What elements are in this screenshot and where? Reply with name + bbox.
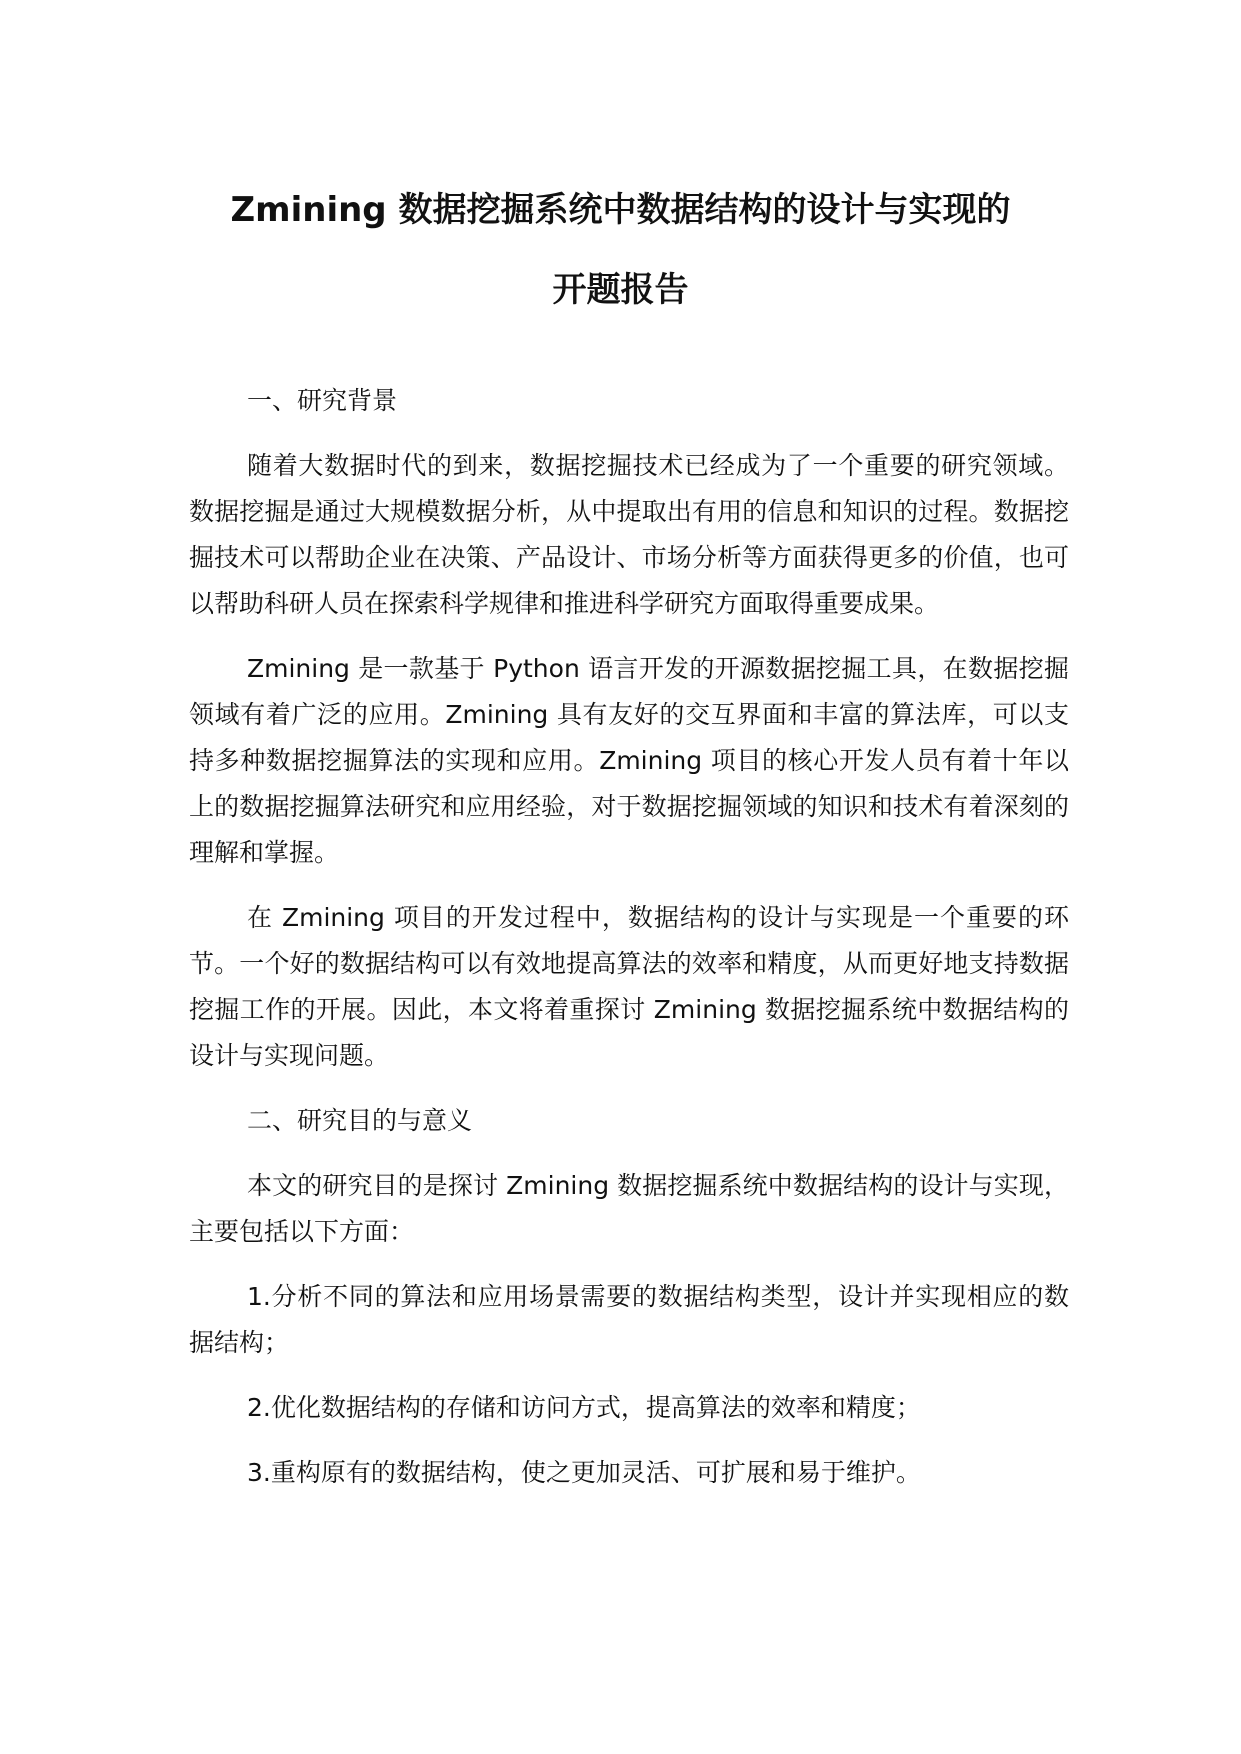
section-heading-purpose: 二、研究目的与意义: [247, 1106, 473, 1135]
list-item-3: 3.重构原有的数据结构，使之更加灵活、可扩展和易于维护。: [247, 1458, 921, 1487]
paragraph-background-2: Zmining 是一款基于 Python 语言开发的开源数据挖掘工具，在数据挖掘领域有着广泛的应用。Zmining 具有友好的交互界面和丰富的算法库，可以支持多种数据挖掘算法的实现和应用。Zmining 项目的核心开发人员有着十年以上的数据挖掘算法研究和应用经验，对于数据挖掘领域的知识和技术有着深刻的理解和掌握。: [189, 654, 1069, 867]
paragraph-purpose-intro: 本文的研究目的是探讨 Zmining 数据挖掘系统中数据结构的设计与实现，主要包括以下方面：: [189, 1171, 1069, 1246]
paragraph-background-1: 随着大数据时代的到来，数据挖掘技术已经成为了一个重要的研究领域。数据挖掘是通过大规模数据分析，从中提取出有用的信息和知识的过程。数据挖掘技术可以帮助企业在决策、产品设计、市场分析等方面获得更多的价值，也可以帮助科研人员在探索科学规律和推进科学研究方面取得重要成果。: [189, 451, 1069, 618]
document-body: [189, 378, 1069, 1515]
list-item-2: 2.优化数据结构的存储和访问方式，提高算法的效率和精度；: [247, 1393, 921, 1422]
paragraph-background-3: 在 Zmining 项目的开发过程中，数据结构的设计与实现是一个重要的环节。一个好的数据结构可以有效地提高算法的效率和精度，从而更好地支持数据挖掘工作的开展。因此，本文将着重探讨 Zmining 数据挖掘系统中数据结构的设计与实现问题。: [189, 903, 1069, 1070]
document-title-line-1: Zmining 数据挖掘系统中数据结构的设计与实现的: [230, 190, 1011, 230]
section-heading-background: 一、研究背景: [247, 386, 398, 415]
document-title-line-2: 开题报告: [552, 270, 689, 310]
list-item-1: 1.分析不同的算法和应用场景需要的数据结构类型，设计并实现相应的数据结构；: [189, 1282, 1069, 1357]
